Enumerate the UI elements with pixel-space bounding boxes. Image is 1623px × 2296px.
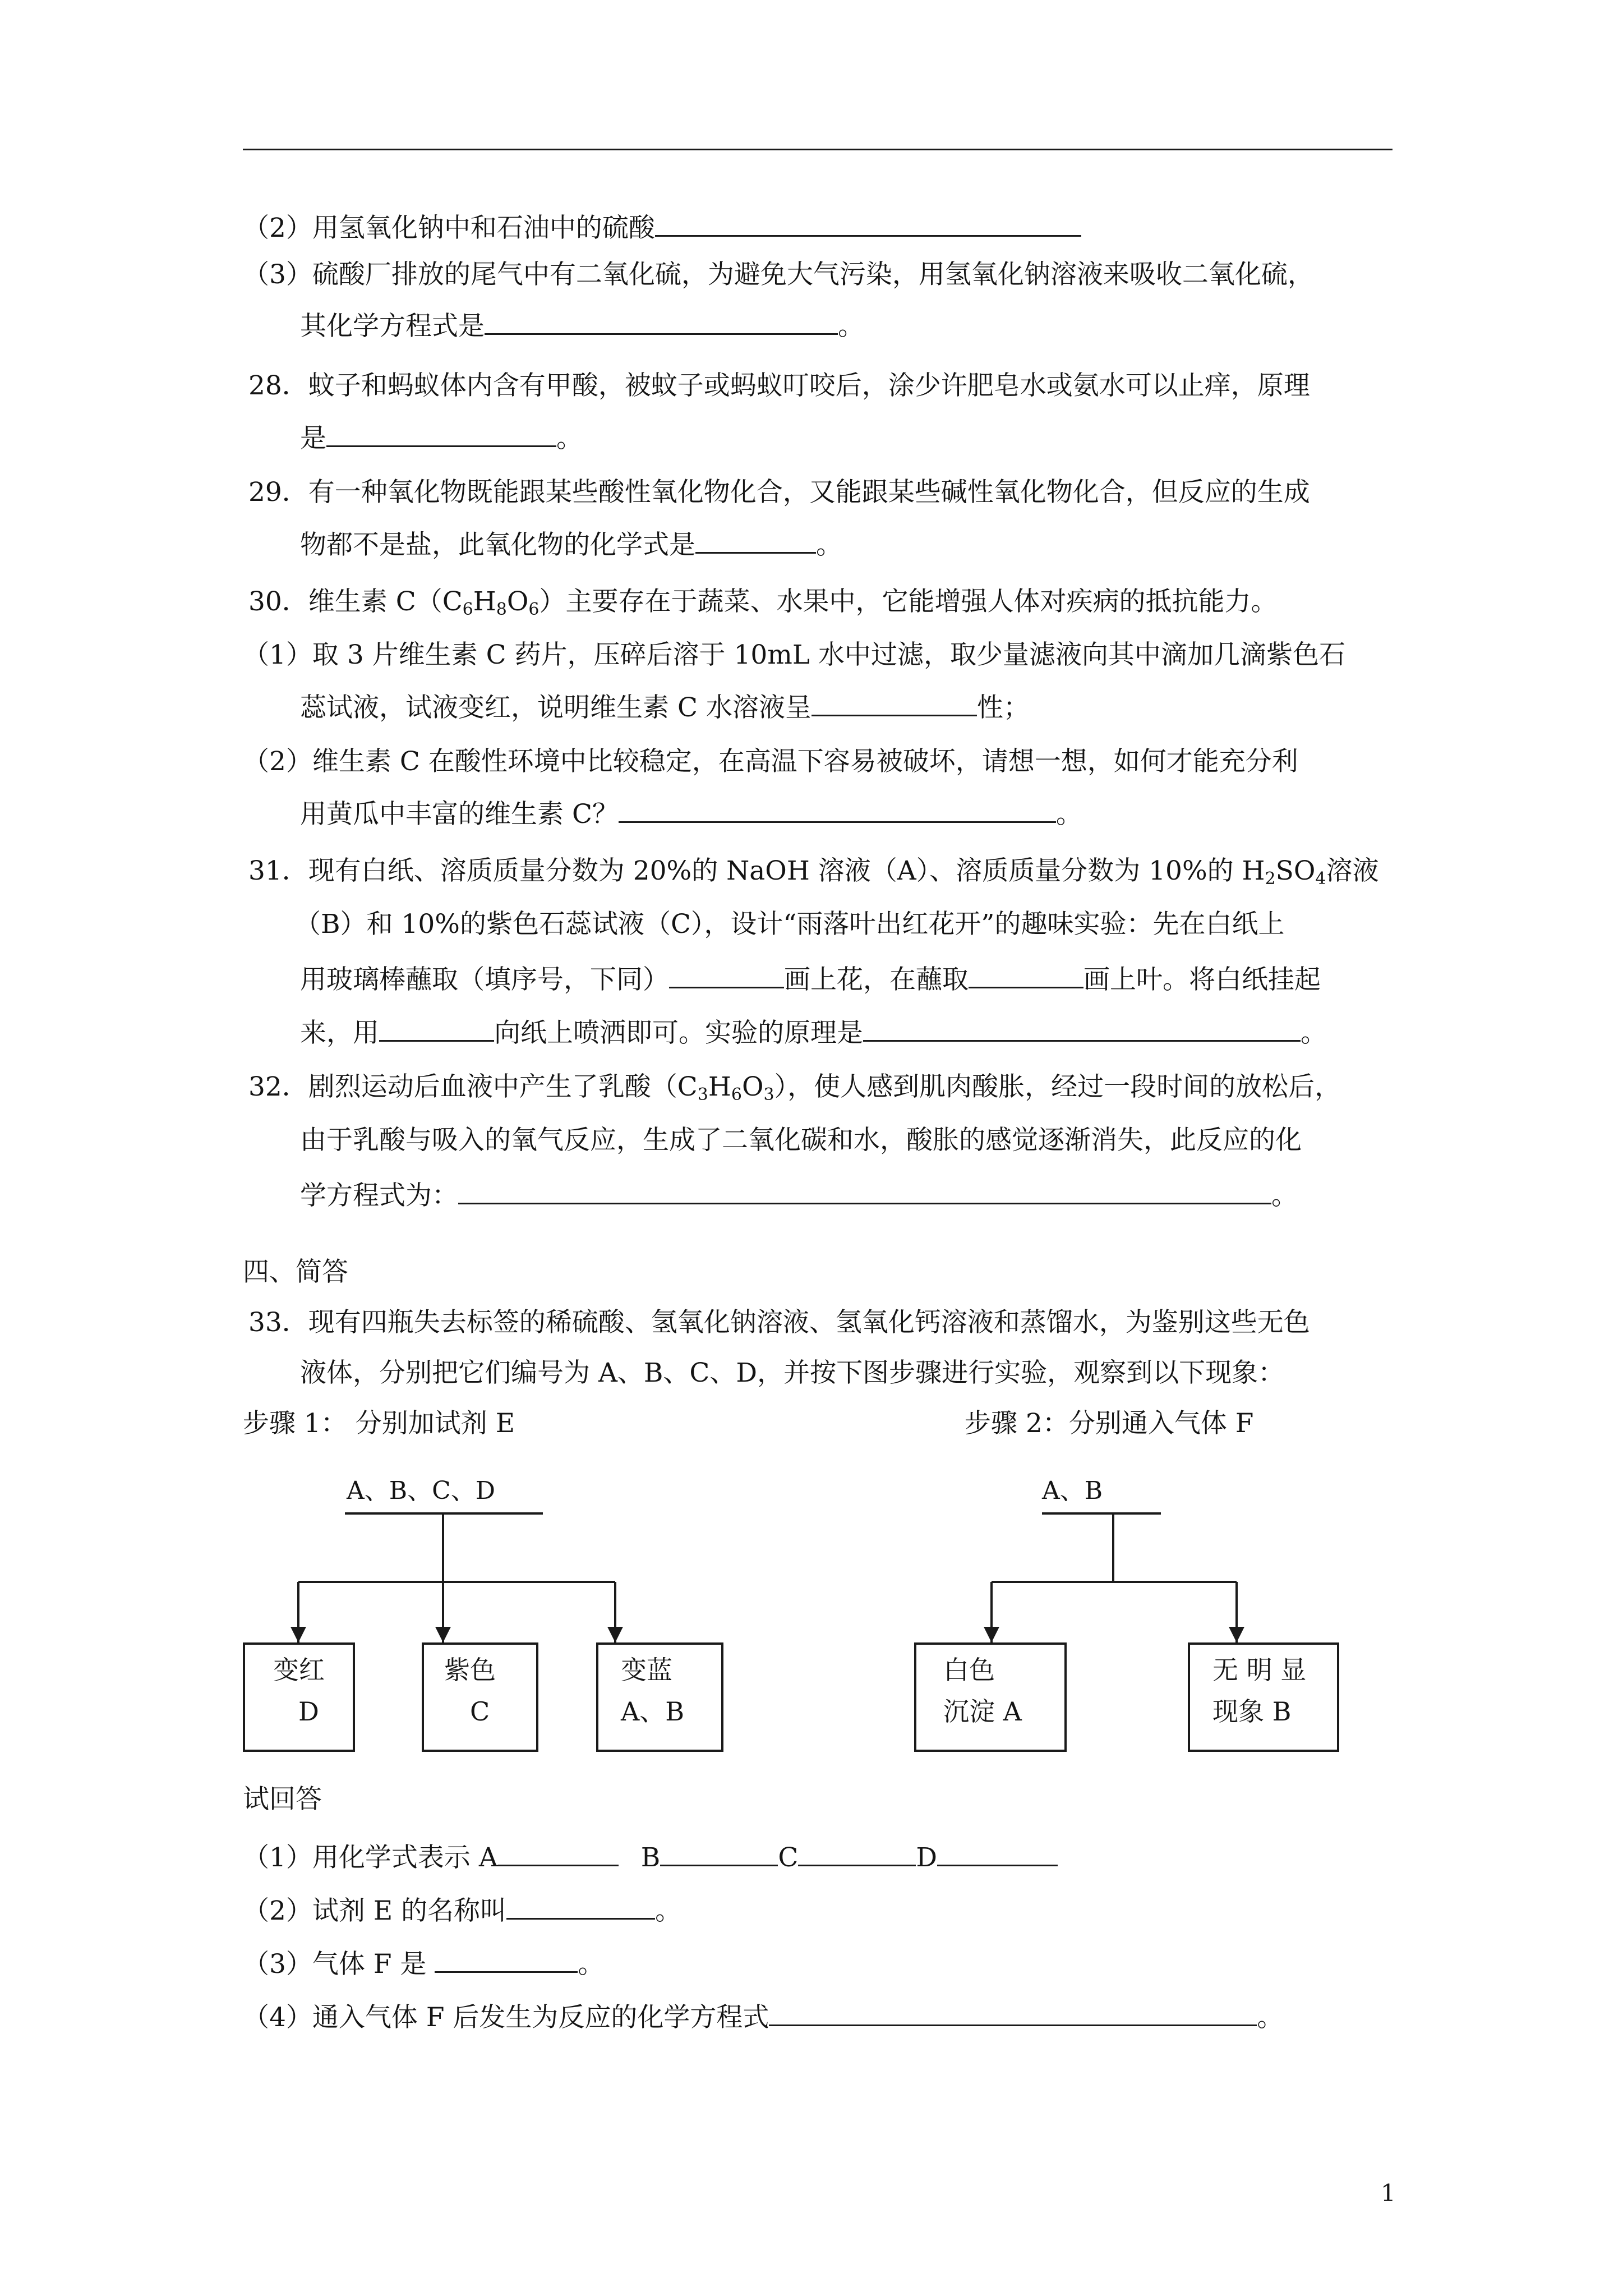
arrow-head (984, 1627, 999, 1642)
step1-top-label: A、B、C、D (347, 1476, 496, 1505)
result-box-no-change: 无 明 显 现象 B (1188, 1642, 1339, 1752)
answer-blank-c[interactable] (798, 1840, 916, 1866)
q32-line3: 学方程式为： 。 (300, 1178, 1298, 1212)
q29-line2: 物都不是盐，此氧化物的化学式是 。 (300, 527, 842, 561)
result-box-blue: 变蓝 A、B (596, 1642, 723, 1752)
answer-3: （3）气体 F 是 。 (243, 1947, 604, 1980)
answer-blank[interactable] (769, 2000, 1257, 2026)
answer-blank-d[interactable] (937, 1840, 1058, 1866)
answer-blank-b[interactable] (660, 1840, 778, 1866)
result-box-purple: 紫色 C (422, 1642, 538, 1752)
q32-line2: 由于乳酸与吸入的氧气反应，生成了二氧化碳和水，酸胀的感觉逐渐消失，此反应的化 (300, 1125, 1302, 1156)
q30-item2-line1: （2）维生素 C 在酸性环境中比较稳定，在高温下容易被破坏，请想一想，如何才能充分利 (243, 746, 1298, 777)
step2-top-label: A、B (1042, 1476, 1103, 1505)
arrow-head (1229, 1627, 1244, 1642)
q31-line2: （B）和 10%的紫色石蕊试液（C），设计“雨落叶出红花开”的趣味实验：先在白纸上 (294, 909, 1285, 940)
answer-1: （1）用化学式表示 A B C D (243, 1840, 1058, 1874)
q31-line1: 31．现有白纸、溶质质量分数为 20%的 NaOH 溶液（A）、溶质质量分数为 10%的 $H_2SO_4$溶液 (248, 855, 1379, 889)
q30-item1-line1: （1）取 3 片维生素 C 药片，压碎后溶于 10mL 水中过滤，取少量滤液向其中滴加几滴紫色石 (243, 639, 1345, 670)
q30-item1-line2: 蕊试液，试液变红，说明维生素 C 水溶液呈 性； (300, 690, 1030, 724)
q30-intro: 30．维生素 $C(C_6H_8O_6)$主要存在于蔬菜、水果中，它能增强人体对疾病的抵抗能力。 (248, 586, 1278, 619)
step1-label: 步骤 1： 分别加试剂 E (243, 1408, 515, 1439)
arrow-head (435, 1627, 451, 1642)
section-heading: 四、简答 (243, 1257, 348, 1287)
answer-blank[interactable] (506, 1893, 655, 1920)
answer-2: （2）试剂 E 的名称叫 。 (243, 1893, 681, 1927)
q28-line2: 是 。 (300, 421, 583, 454)
q27-item2: （2）用氢氧化钠中和石油中的硫酸 (243, 210, 1081, 244)
result-box-red: 变红 D (243, 1642, 355, 1752)
q31-line4: 来，用 向纸上喷洒即可。实验的原理是 。 (300, 1015, 1327, 1049)
q28-line1: 28．蚊子和蚂蚁体内含有甲酸，被蚊子或蚂蚁叮咬后，涂少许肥皂水或氨水可以止痒，原理 (248, 370, 1310, 401)
q30-item2-line2: 用黄瓜中丰富的维生素 C？ 。 (300, 797, 1082, 830)
q27-item3-line2: 其化学方程式是 。 (300, 309, 864, 342)
q29-line1: 29．有一种氧化物既能跟某些酸性氧化物化合，又能跟某些碱性氧化物化合，但反应的生成 (248, 477, 1310, 508)
arrow-head (291, 1627, 306, 1642)
step2-label: 步骤 2：分别通入气体 F (965, 1408, 1254, 1439)
q33-line1: 33．现有四瓶失去标签的稀硫酸、氢氧化钠溶液、氢氧化钙溶液和蒸馏水，为鉴别这些无色 (248, 1307, 1310, 1338)
page-number: 1 (1381, 2179, 1396, 2207)
q33-line2: 液体，分别把它们编号为 A、B、C、D，并按下图步骤进行实验，观察到以下现象： (300, 1358, 1285, 1388)
q27-item3-line1: （3）硫酸厂排放的尾气中有二氧化硫，为避免大气污染，用氢氧化钠溶液来吸收二氧化硫， (243, 259, 1314, 290)
answer-heading: 试回答 (243, 1784, 322, 1815)
answer-blank-a[interactable] (498, 1840, 619, 1866)
arrow-head (607, 1627, 623, 1642)
q32-line1: 32．剧烈运动后血液中产生了乳酸$(C_3H_6O_3)$，使人感到肌肉酸胀，经过一段时间的放松后， (248, 1071, 1341, 1105)
q31-line3: 用玻璃棒蘸取（填序号，下同） 画上花，在蘸取 画上叶。将白纸挂起 (300, 962, 1321, 996)
answer-blank[interactable] (435, 1947, 578, 1973)
answer-4: （4）通入气体 F 后发生为反应的化学方程式 。 (243, 2000, 1283, 2033)
result-box-white: 白色 沉淀 A (914, 1642, 1067, 1752)
